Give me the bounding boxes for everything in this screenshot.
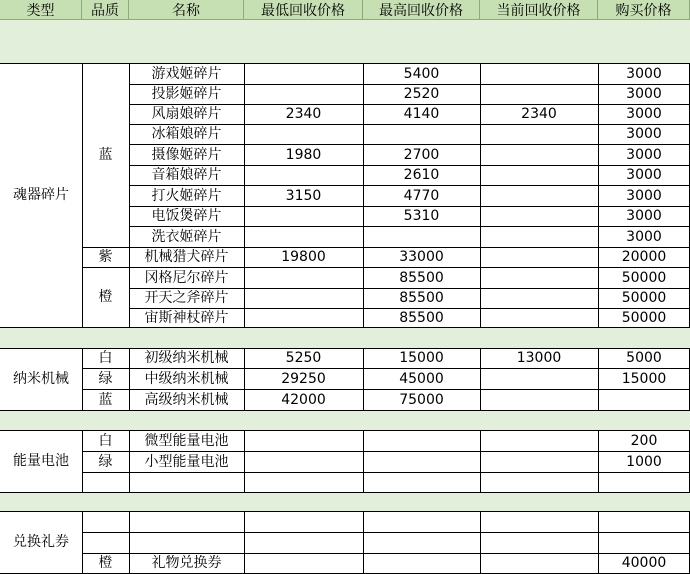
buy-price-cell: 3000 [626, 187, 662, 204]
max-price-cell: 75000 [399, 391, 444, 408]
min-price-cell [244, 124, 363, 144]
grid-line [0, 327, 690, 328]
min-price-cell: 29250 [281, 370, 326, 387]
buy-price-cell: 3000 [626, 86, 662, 102]
item-name-cell: 宙斯神杖碎片 [144, 309, 229, 326]
grid-line [0, 492, 690, 493]
buy-price-cell [598, 511, 690, 532]
header-min-price: 最低回收价格 [244, 0, 363, 20]
item-name-cell [129, 532, 244, 553]
separator-band [0, 41, 690, 63]
buy-price-cell: 50000 [621, 269, 667, 286]
max-price-cell: 85500 [399, 290, 444, 306]
max-price-cell [363, 226, 480, 247]
item-name-cell: 游戏姬碎片 [151, 65, 222, 82]
item-name-cell: 冈格尼尔碎片 [144, 269, 229, 286]
item-name-cell: 打火姬碎片 [151, 187, 222, 204]
max-price-cell [363, 553, 480, 573]
buy-price-cell [598, 532, 690, 553]
buy-price-cell: 3000 [626, 146, 662, 163]
buy-price-cell: 3000 [626, 65, 662, 82]
buy-price-cell: 40000 [621, 555, 667, 571]
min-price-cell [244, 553, 363, 573]
min-price-cell [244, 84, 363, 104]
current-price-cell [480, 206, 598, 226]
min-price-cell [244, 267, 363, 288]
quality-white: 白 [98, 350, 113, 366]
min-price-cell [244, 165, 363, 185]
buy-price-cell [598, 389, 690, 410]
max-price-cell: 33000 [399, 249, 444, 265]
item-name-cell: 开天之斧碎片 [144, 290, 229, 306]
buy-price-cell: 50000 [621, 309, 667, 326]
buy-price-cell: 3000 [626, 208, 662, 224]
item-name-cell: 电饭煲碎片 [151, 208, 222, 224]
current-price-cell [480, 532, 598, 553]
max-price-cell [363, 451, 480, 472]
item-name-cell: 摄像姬碎片 [151, 146, 222, 163]
min-price-cell [244, 288, 363, 308]
max-price-cell [363, 532, 480, 553]
min-price-cell [244, 511, 363, 532]
current-price-cell: 2340 [521, 106, 557, 122]
item-name-cell: 初级纳米机械 [144, 350, 229, 366]
current-price-cell [480, 368, 598, 389]
min-price-cell [244, 451, 363, 472]
current-price-cell [480, 124, 598, 144]
current-price-cell [480, 389, 598, 410]
quality-orange: 橙 [98, 289, 113, 305]
quality-green: 绿 [98, 453, 113, 470]
current-price-cell [480, 185, 598, 206]
header-quality: 品质 [82, 0, 129, 20]
category-exchange-coupon: 兑换礼券 [13, 534, 69, 550]
max-price-cell: 85500 [399, 309, 444, 326]
separator-band [0, 492, 690, 511]
buy-price-cell: 1000 [626, 453, 662, 470]
header-name: 名称 [129, 0, 244, 20]
current-price-cell [480, 63, 598, 84]
buy-price-cell: 5000 [626, 350, 662, 366]
min-price-cell: 1980 [285, 146, 322, 163]
header-buy-price: 购买价格 [598, 0, 690, 20]
buy-price-cell: 20000 [621, 249, 667, 265]
max-price-cell: 45000 [399, 370, 444, 387]
header-max-price: 最高回收价格 [363, 0, 480, 20]
max-price-cell: 2700 [403, 146, 440, 163]
item-name-cell: 机械猎犬碎片 [144, 249, 229, 265]
quality-white: 白 [98, 432, 113, 449]
current-price-cell [480, 511, 598, 532]
current-price-cell [480, 430, 598, 451]
item-name-cell: 洗衣姬碎片 [151, 228, 222, 245]
min-price-cell [244, 532, 363, 553]
current-price-cell [480, 165, 598, 185]
buy-price-cell: 200 [630, 432, 658, 449]
current-price-cell: 13000 [516, 350, 562, 366]
current-price-cell [480, 267, 598, 288]
max-price-cell [363, 511, 480, 532]
current-price-cell [480, 144, 598, 165]
max-price-cell [363, 430, 480, 451]
quality-orange: 橙 [98, 555, 113, 571]
min-price-cell: 19800 [281, 249, 326, 265]
item-name-cell: 小型能量电池 [144, 453, 229, 470]
min-price-cell [244, 308, 363, 327]
item-name-cell: 冰箱娘碎片 [151, 126, 222, 142]
item-name-cell [129, 511, 244, 532]
quality-blue: 蓝 [98, 147, 113, 163]
buy-price-cell: 3000 [626, 167, 662, 183]
item-name-cell: 风扇娘碎片 [151, 106, 222, 122]
current-price-cell [480, 288, 598, 308]
item-name-cell: 中级纳米机械 [144, 370, 229, 387]
current-price-cell [480, 226, 598, 247]
quality-green: 绿 [98, 370, 113, 387]
separator-band [0, 328, 690, 348]
current-price-cell [480, 308, 598, 327]
current-price-cell [480, 553, 598, 573]
buy-price-cell: 50000 [621, 290, 667, 306]
separator-band [0, 20, 690, 41]
quality-blue: 蓝 [98, 391, 113, 408]
min-price-cell [244, 63, 363, 84]
category-nano-machine: 纳米机械 [13, 371, 69, 387]
min-price-cell: 5250 [285, 350, 322, 366]
item-name-cell: 微型能量电池 [144, 432, 229, 449]
max-price-cell: 2520 [403, 86, 440, 102]
max-price-cell: 85500 [399, 269, 444, 286]
max-price-cell: 4140 [403, 106, 440, 122]
current-price-cell [480, 247, 598, 267]
grid-line [82, 472, 690, 473]
buy-price-cell: 3000 [626, 106, 662, 122]
min-price-cell [244, 206, 363, 226]
buy-price-cell: 3000 [626, 126, 662, 142]
current-price-cell [480, 84, 598, 104]
min-price-cell: 3150 [285, 187, 322, 204]
buy-price-cell: 3000 [626, 228, 662, 245]
min-price-cell [244, 430, 363, 451]
header-current-price: 当前回收价格 [480, 0, 598, 20]
min-price-cell: 2340 [285, 106, 322, 122]
header-type: 类型 [0, 0, 82, 20]
max-price-cell: 5310 [403, 208, 440, 224]
max-price-cell: 2610 [403, 167, 440, 183]
quality-purple: 紫 [98, 249, 113, 265]
item-name-cell: 礼物兑换券 [151, 555, 222, 571]
item-name-cell: 音箱娘碎片 [151, 167, 222, 183]
max-price-cell: 15000 [399, 350, 444, 366]
max-price-cell [363, 124, 480, 144]
separator-band [0, 410, 690, 430]
max-price-cell: 4770 [403, 187, 440, 204]
item-name-cell: 投影姬碎片 [151, 86, 222, 102]
current-price-cell [480, 451, 598, 472]
category-energy-battery: 能量电池 [13, 453, 69, 469]
min-price-cell [244, 226, 363, 247]
category-soul-fragment: 魂器碎片 [13, 187, 69, 203]
buy-price-cell: 15000 [621, 370, 667, 387]
item-name-cell: 高级纳米机械 [144, 391, 229, 408]
grid-line [0, 410, 690, 411]
min-price-cell: 42000 [281, 391, 326, 408]
max-price-cell: 5400 [403, 65, 440, 82]
